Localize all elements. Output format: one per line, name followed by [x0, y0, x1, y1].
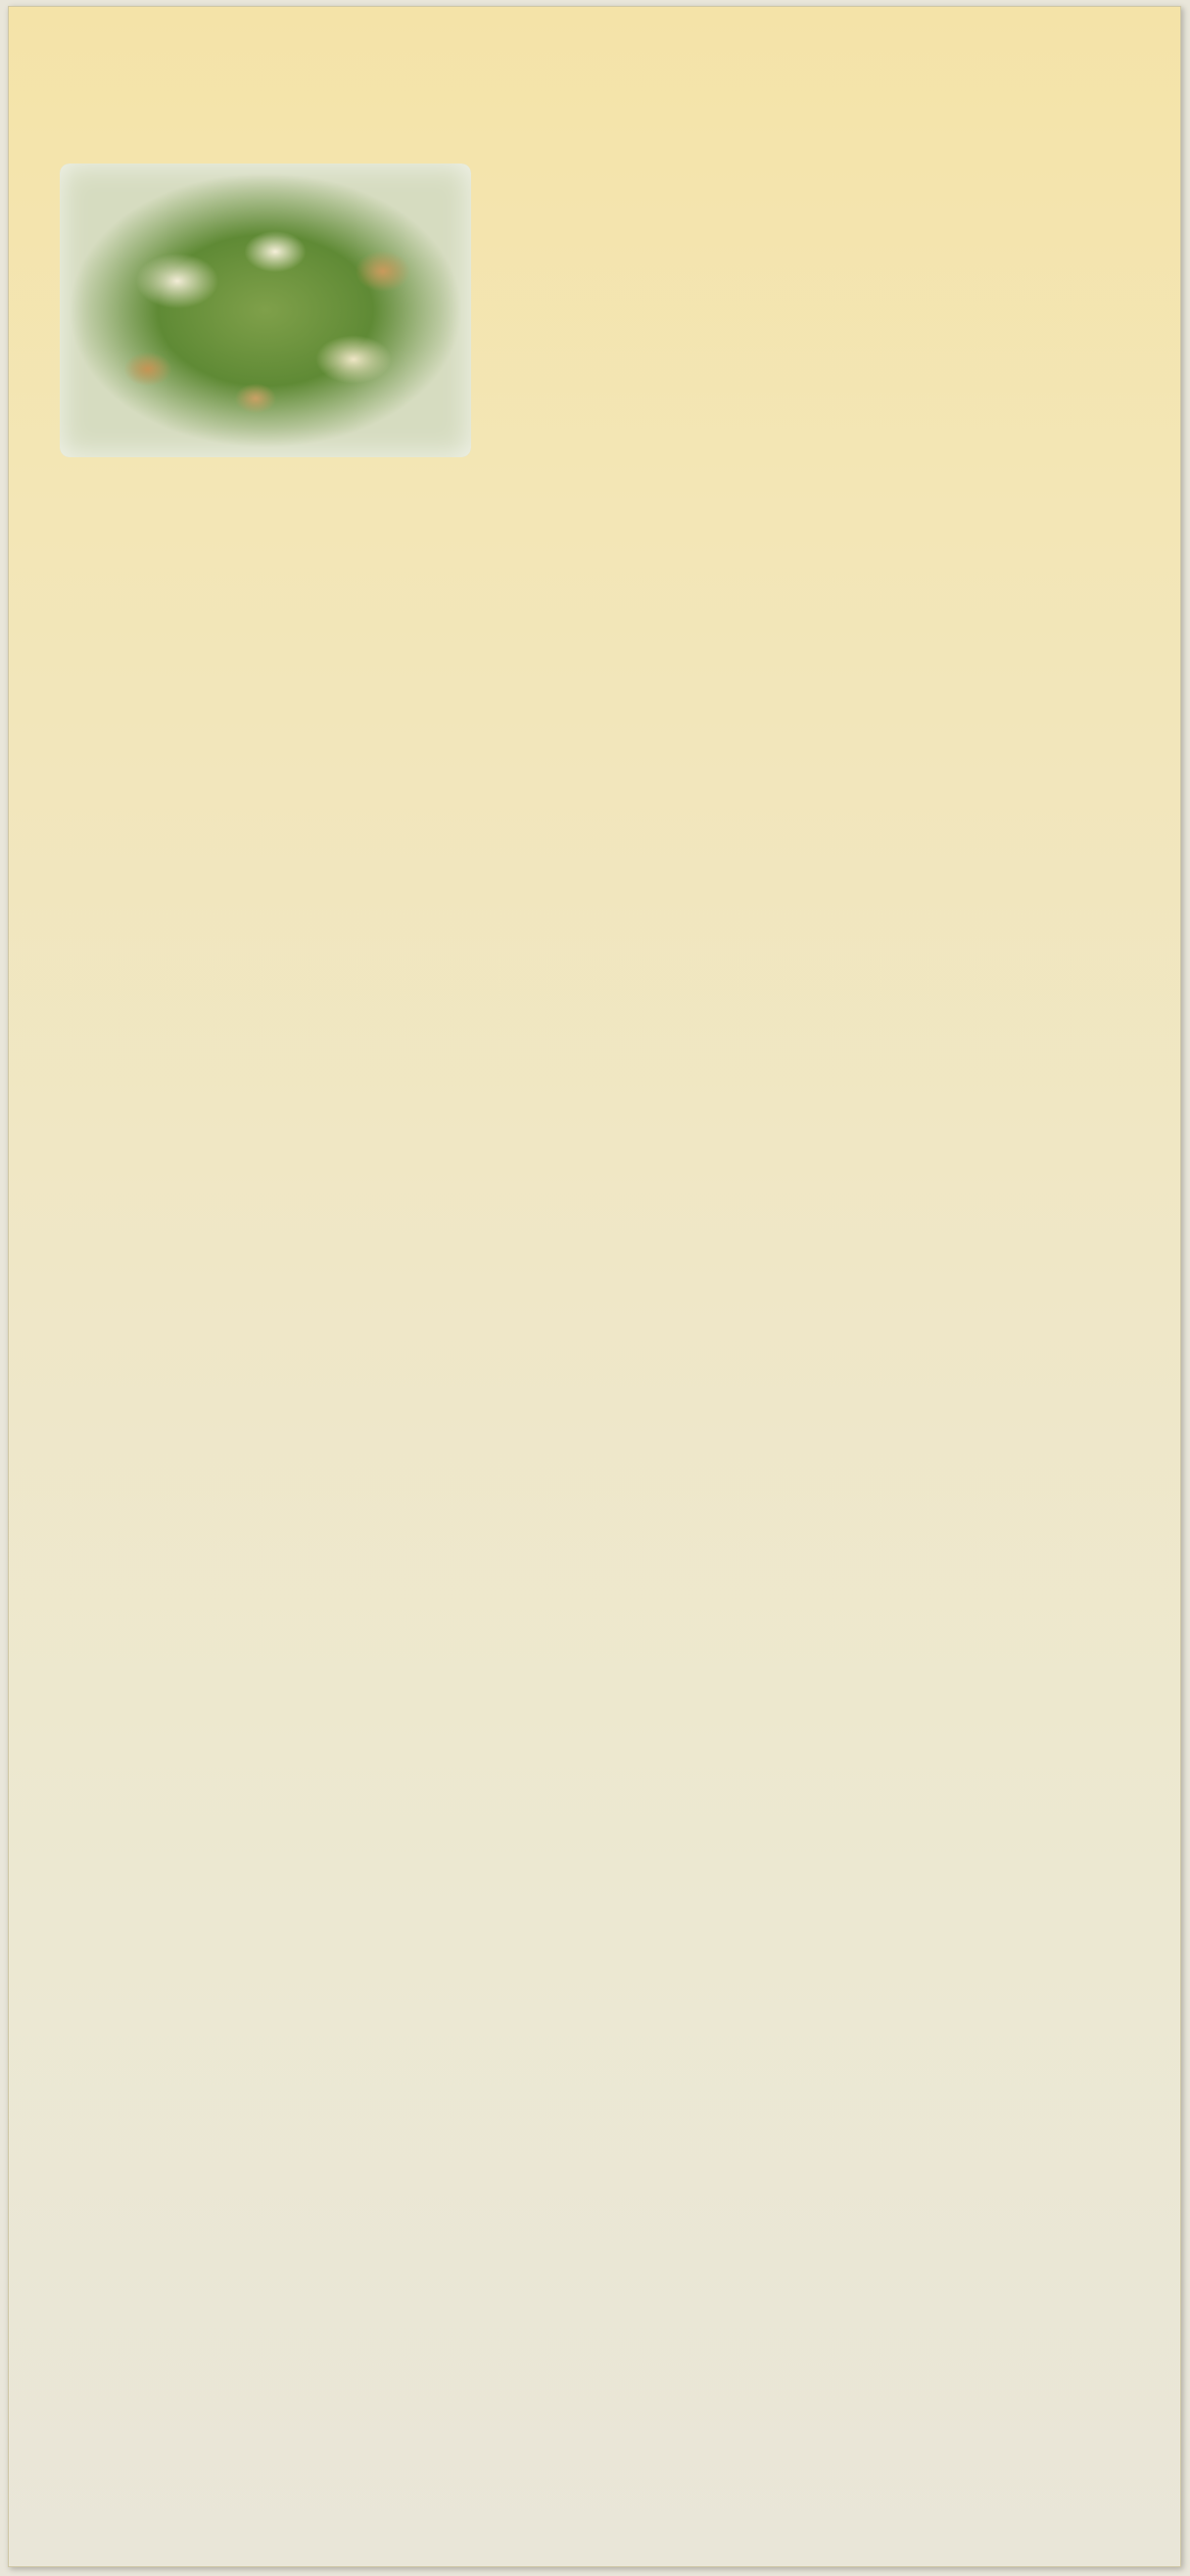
menu-page: [8, 6, 1181, 2567]
salad-photo: [60, 164, 471, 457]
